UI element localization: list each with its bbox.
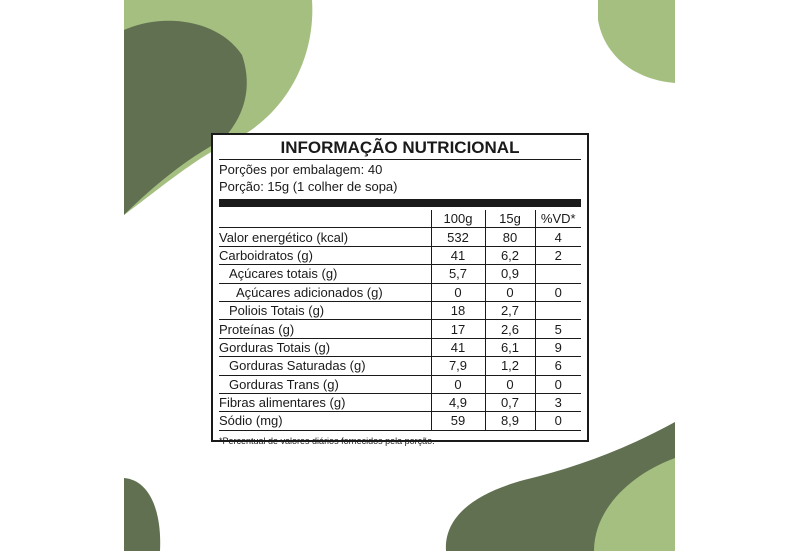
nutrient-name: Carboidratos (g) bbox=[219, 246, 431, 264]
nutrient-name: Gorduras Saturadas (g) bbox=[219, 357, 431, 375]
header-blank bbox=[219, 210, 431, 228]
value-15g: 6,1 bbox=[485, 338, 535, 356]
column-header-15g: 15g bbox=[485, 210, 535, 228]
nutrient-name: Açúcares totais (g) bbox=[219, 265, 431, 283]
column-header-100g: 100g bbox=[431, 210, 485, 228]
nutrient-name: Sódio (mg) bbox=[219, 412, 431, 430]
nutrient-name: Açúcares adicionados (g) bbox=[219, 283, 431, 301]
nutrient-name: Poliois Totais (g) bbox=[219, 301, 431, 319]
servings-per-package: Porções por embalagem: 40 bbox=[219, 162, 383, 177]
value-15g: 1,2 bbox=[485, 357, 535, 375]
table-row bbox=[219, 246, 581, 264]
nutrient-name: Gorduras Trans (g) bbox=[219, 375, 431, 393]
value-100g: 532 bbox=[431, 228, 485, 246]
serving-size: Porção: 15g (1 colher de sopa) bbox=[219, 179, 398, 194]
value-100g: 17 bbox=[431, 320, 485, 338]
value-15g: 0,9 bbox=[485, 265, 535, 283]
value-vd: 3 bbox=[535, 393, 581, 411]
value-vd: 9 bbox=[535, 338, 581, 356]
nutrient-name: Valor energético (kcal) bbox=[219, 228, 431, 246]
value-vd: 0 bbox=[535, 375, 581, 393]
value-vd bbox=[535, 301, 581, 319]
value-100g: 0 bbox=[431, 283, 485, 301]
value-vd: 0 bbox=[535, 283, 581, 301]
table-row bbox=[219, 338, 581, 356]
value-15g: 8,9 bbox=[485, 412, 535, 430]
label-title: INFORMAÇÃO NUTRICIONAL bbox=[219, 135, 581, 160]
nutrient-name: Gorduras Totais (g) bbox=[219, 338, 431, 356]
table-row bbox=[219, 393, 581, 411]
value-100g: 41 bbox=[431, 338, 485, 356]
value-vd: 0 bbox=[535, 412, 581, 430]
value-15g: 0 bbox=[485, 375, 535, 393]
thick-divider bbox=[219, 199, 581, 207]
footnote: *Percentual de valores diários fornecidos pela porção. bbox=[219, 435, 435, 446]
value-15g: 6,2 bbox=[485, 246, 535, 264]
value-100g: 59 bbox=[431, 412, 485, 430]
table-row bbox=[219, 412, 581, 430]
value-15g: 0 bbox=[485, 283, 535, 301]
table-row bbox=[219, 320, 581, 338]
nutrient-name: Fibras alimentares (g) bbox=[219, 393, 431, 411]
value-100g: 0 bbox=[431, 375, 485, 393]
value-15g: 2,6 bbox=[485, 320, 535, 338]
table-row bbox=[219, 357, 581, 375]
decorative-blob-bottom-left bbox=[124, 470, 174, 551]
nutrient-name: Proteínas (g) bbox=[219, 320, 431, 338]
column-header-vd: %VD* bbox=[535, 210, 581, 228]
value-100g: 7,9 bbox=[431, 357, 485, 375]
table-row bbox=[219, 301, 581, 319]
value-vd: 5 bbox=[535, 320, 581, 338]
decorative-blob-top-right bbox=[594, 0, 675, 90]
table-header-row bbox=[219, 210, 581, 228]
value-100g: 5,7 bbox=[431, 265, 485, 283]
value-15g: 2,7 bbox=[485, 301, 535, 319]
value-15g: 80 bbox=[485, 228, 535, 246]
value-vd: 4 bbox=[535, 228, 581, 246]
value-vd: 2 bbox=[535, 246, 581, 264]
value-100g: 18 bbox=[431, 301, 485, 319]
value-100g: 4,9 bbox=[431, 393, 485, 411]
nutrition-facts-label bbox=[211, 133, 589, 446]
table-row bbox=[219, 375, 581, 393]
table-row bbox=[219, 265, 581, 283]
nutrition-table bbox=[219, 210, 581, 431]
table-row bbox=[219, 228, 581, 246]
value-vd bbox=[535, 265, 581, 283]
value-100g: 41 bbox=[431, 246, 485, 264]
table-row bbox=[219, 283, 581, 301]
value-15g: 0,7 bbox=[485, 393, 535, 411]
value-vd: 6 bbox=[535, 357, 581, 375]
